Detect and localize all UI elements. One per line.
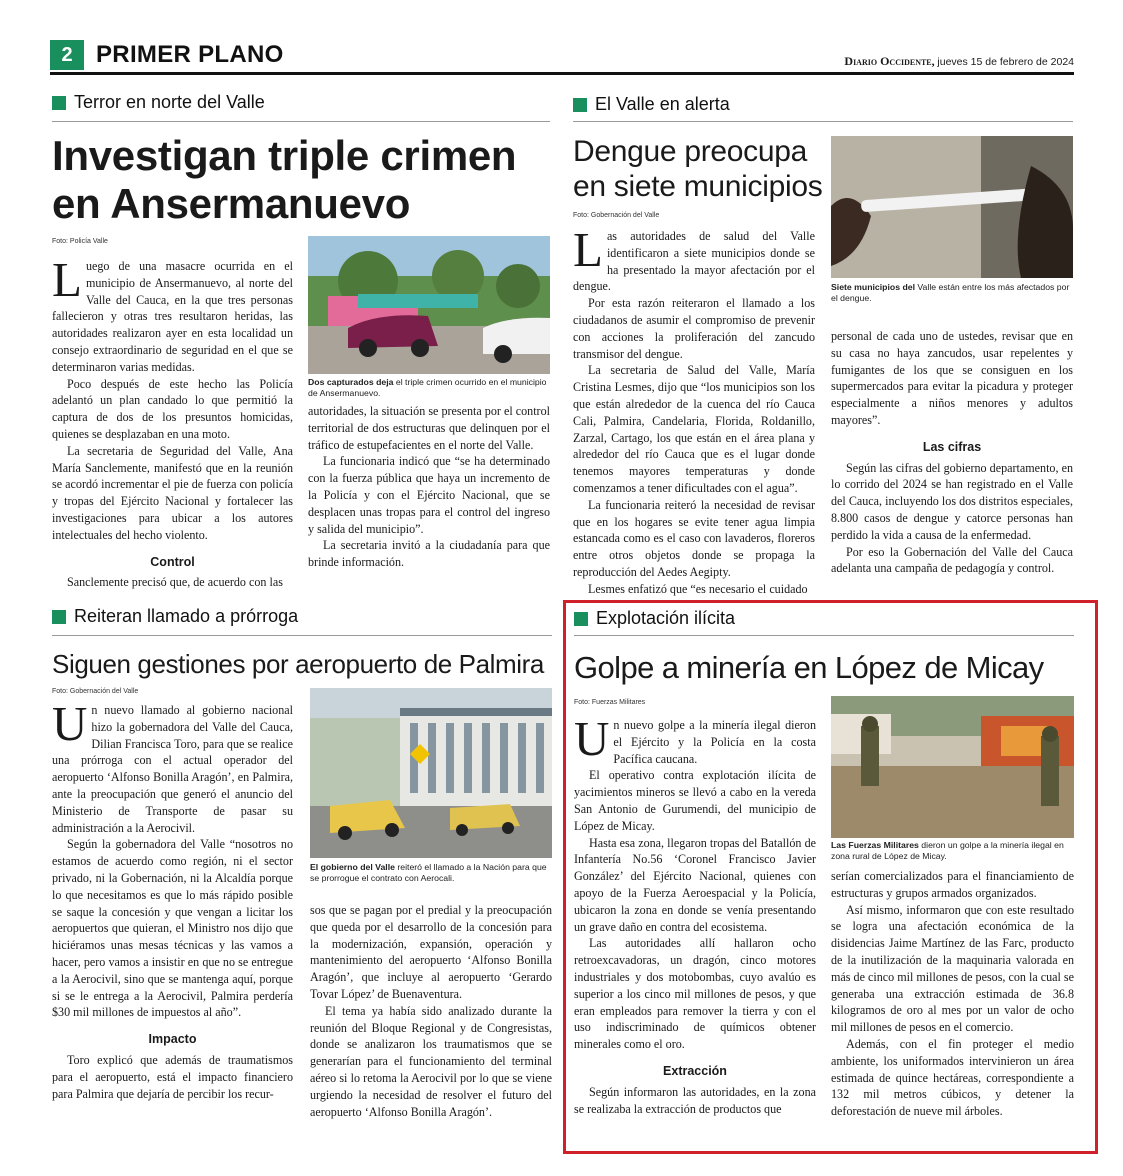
paragraph: n nuevo golpe a la minería ilegal dieron el Ejército y la Policía en la costa Pacífica caucana. bbox=[613, 718, 816, 766]
subhead: Impacto bbox=[148, 1032, 197, 1047]
section-tag-label: Terror en norte del Valle bbox=[74, 92, 265, 112]
photo-dengue bbox=[831, 136, 1073, 278]
paragraph: Así mismo, informaron que con este resultado se logra una afectación económica de la disidencias Jaime Martínez de las Farc, producto de la inutilización de la maquinaria valorada en más de cinco mil millones de pesos, con la cual se generaba una extracción estimada de 36.8 kilogramos de oro al mes por un valor de ocho mil millones de pesos en el comercio. bbox=[831, 902, 1074, 1035]
section-tag bbox=[52, 92, 265, 113]
subhead: Control bbox=[150, 554, 195, 569]
paragraph: serían comercializados para el financiamiento de estructuras y grupos armados organizados. bbox=[831, 869, 1074, 900]
page-number: 2 bbox=[50, 40, 84, 70]
photo-credit: Foto: Gobernación del Valle bbox=[52, 688, 139, 695]
headline: Golpe a minería en López de Micay bbox=[574, 650, 1044, 685]
article-dengue bbox=[573, 90, 1073, 602]
paragraph: Las autoridades allí hallaron ocho retroexcavadoras, un dragón, cinco motores industriales y dos motobombas, cuyo avalúo es superior a los cinco mil millones de pesos, y que eran empleados para remover la tierra y con el uso indiscriminado de químicos obtener minerales como el oro. bbox=[574, 936, 816, 1052]
paragraph: El tema ya había sido analizado durante la reunión del Bloque Regional y de Congresistas, donde se analizaron los traumatismos que se generarían para el funcionamiento del terminal aéreo si lo retoma la Aerocivil por lo que se viene urgiendo la necesidad de resolver el futuro del aeropuerto ‘Alfonso Bonilla Aragón’. bbox=[310, 1003, 552, 1119]
paragraph: as autoridades de salud del Valle identificaron a siete municipios donde se ha presentado la mayor afectación por el dengue. bbox=[573, 229, 815, 294]
paragraph: Poco después de este hecho las Policía adelantó un plan candado lo que permitió la captura de dos de los presuntos homicidas, quienes se desplazaban en una moto. bbox=[52, 376, 293, 441]
section-tag bbox=[52, 606, 298, 627]
article-column-2 bbox=[310, 902, 552, 1120]
paragraph: La secretaria de Salud del Valle, María Cristina Lesmes, dijo que “los municipios son los que están alrededor de la cuenca del río Cauca Cali, Palmira, Candelaria, Florida, Roldanillo, Zarzal, Cartago, los que están en el área plana y alrededor del río Cauca que es el lugar donde tenemos mayores temperaturas y donde comenzamos a tener dificultades con el agua”. bbox=[573, 363, 815, 495]
section-rule bbox=[574, 635, 1074, 636]
headline: Siguen gestiones por aeropuerto de Palmira bbox=[52, 649, 544, 679]
paragraph: Según la gobernadora del Valle “nosotros no estamos de acuerdo como región, ni el sector privado, ni la Gobernación, ni la Alcaldía porque lo que necesitamos es que lo más rápido posible se saque la concesión y que vengan a licitar los aeropuertos que quieran, el Ministro nos dijo que hiciéramos unas mesas técnicas y las vamos a hacer, pero vamos a insistir en que no se entregue a la Aerocivil, sino que se mantenga aquí, porque si se le entrega a la Aerocivil, Palmira perdería $30 mil millones de impuestos al año”. bbox=[52, 837, 293, 1020]
photo-caption bbox=[831, 282, 1073, 304]
photo-credit: Foto: Fuerzas Militares bbox=[574, 699, 646, 706]
paragraph: autoridades, la situación se presenta por el control territorial de dos estructuras que delinquen por el tráfico de estupefacientes en el norte del Valle. bbox=[308, 404, 550, 452]
paper-info bbox=[844, 54, 1074, 69]
headline: Investigan triple crimen en Ansermanuevo bbox=[52, 132, 517, 227]
section-square-icon bbox=[52, 610, 66, 624]
paper-name: Diario Occidente, bbox=[844, 54, 935, 68]
paragraph: n nuevo llamado al gobierno nacional hizo la gobernadora del Valle del Cauca, Dilian Francisca Toro, para que se realice una prórroga con el actual operador del aeropuerto ‘Alfonso Bonilla Aragón’, en Palmira, ante la preocupación que generó el anuncio del Ministerio de Transporte de pasar su administración a la Aerocivil. bbox=[52, 703, 293, 835]
dropcap: L bbox=[52, 252, 82, 307]
photo-caption bbox=[831, 840, 1074, 862]
photo-aeropuerto bbox=[310, 688, 552, 858]
article-aeropuerto bbox=[52, 604, 552, 1134]
paragraph: Según las cifras del gobierno departamento, en lo corrido del 2024 se han registrado en el Valle del Cauca, incluyendo los dos distritos especiales, 8.800 casos de dengue y catorce personas han perdido la vida a causa de la enfermedad. bbox=[831, 460, 1073, 542]
paragraph: La secretaria invitó a la ciudadanía para que brinde información. bbox=[308, 538, 550, 570]
section-square-icon bbox=[52, 96, 66, 110]
section-square-icon bbox=[574, 612, 588, 626]
paragraph: sos que se pagan por el predial y la preocupación que queda por el desarrollo de la concesión para la modernización, expansión, operación y mantenimiento del aeropuerto ‘Alfonso Bonilla Aragón’, que incluye al aeropuerto ‘Gerardo Tovar López’ de Buenaventura. bbox=[310, 903, 552, 1001]
paragraph: uego de una masacre ocurrida en el municipio de Ansermanuevo, al norte del Valle del Cauca, en la que tres personas fallecieron y otras tres resultaron heridas, las autoridades realizaron ayer en esta localidad un consejo extraordinario de seguridad en el que se determinaron varias medidas. bbox=[52, 259, 293, 374]
section-tag bbox=[573, 94, 730, 115]
masthead bbox=[50, 40, 1074, 76]
article-ansermanuevo bbox=[52, 90, 550, 602]
paragraph: Lesmes enfatizó que “es necesario el cuidado bbox=[588, 581, 808, 596]
caption-text: reiteró el llamado a la Nación para que se prorrogue el contrato con Aerocali. bbox=[310, 862, 547, 883]
paragraph: personal de cada uno de ustedes, revisar que en su casa no haya zancudos, usar repelentes y fumigantes de los que se consiguen en los supermercados para evitar la picadura y proteger especialmente a niños menores y adultos mayores”. bbox=[831, 329, 1073, 427]
section-tag bbox=[574, 608, 735, 629]
dropcap: L bbox=[573, 222, 603, 277]
article-column-1 bbox=[52, 696, 293, 1102]
article-column-2 bbox=[831, 328, 1073, 577]
dropcap: U bbox=[574, 711, 610, 766]
photo-credit: Foto: Policía Valle bbox=[52, 238, 108, 245]
paragraph: Toro explicó que además de traumatismos para el aeropuerto, está el impacto financiero para Palmira que dejaría de percibir los recur- bbox=[52, 1052, 293, 1101]
headline: Dengue preocupa en siete municipios bbox=[573, 135, 823, 203]
subhead: Las cifras bbox=[922, 439, 982, 454]
section-tag-label: El Valle en alerta bbox=[595, 94, 730, 114]
section-tag-label: Reiteran llamado a prórroga bbox=[74, 606, 299, 626]
paragraph: Hasta esa zona, llegaron tropas del Batallón de Infantería No.56 ‘Coronel Francisco Javier González’ del Ejército Nacional, quienes con apoyo de la Fuerza Aeroespacial y la Policía, ubicaron la zona en donde se venía presentando un grave daño en contra del ecosistema. bbox=[574, 835, 816, 934]
paragraph: Por esta razón reiteraron el llamado a los ciudadanos de asumir el compromiso de prevenir con acciones la proliferación del zancudo transmisor del dengue. bbox=[573, 296, 815, 361]
section-title: PRIMER PLANO bbox=[96, 41, 284, 68]
article-column-2 bbox=[831, 868, 1074, 1120]
subhead: Extracción bbox=[663, 1063, 727, 1078]
paragraph: La secretaria de Seguridad del Valle, Ana María Sanclemente, manifestó que en la reunión se acordó incrementar el pie de fuerza con policía y tropas del Ejército Nacional y fortalecer las investigaciones para ubicar a los autores intelectuales del hecho violento. bbox=[52, 443, 293, 542]
paragraph: El operativo contra explotación ilícita de yacimientos mineros se llevó a cabo en la vereda San Antonio de Gurumendi, del municipio de López de Micay. bbox=[574, 768, 816, 833]
caption-bold: Dos capturados deja bbox=[308, 377, 394, 387]
photo-credit: Foto: Gobernación del Valle bbox=[573, 212, 660, 219]
section-tag-label: Explotación ilícita bbox=[596, 608, 736, 628]
article-column-1 bbox=[52, 252, 293, 591]
photo-caption bbox=[310, 862, 552, 884]
paragraph: La funcionaria reiteró la necesidad de revisar que en los hogares se evite tener agua limpia estancada como es el caso con lavaderos, floreros entre otros objetos donde se propaga la reproducción del Aedes Aegipty. bbox=[573, 497, 815, 579]
section-rule bbox=[573, 121, 1073, 122]
caption-text: Valle están entre los más afectados por el dengue. bbox=[831, 282, 1070, 303]
section-rule bbox=[52, 121, 550, 122]
caption-bold: Siete municipios del bbox=[831, 282, 915, 292]
issue-date: jueves 15 de febrero de 2024 bbox=[937, 56, 1074, 68]
paragraph: Sanclemente precisó que, de acuerdo con las bbox=[67, 575, 283, 590]
article-column-2 bbox=[308, 403, 550, 571]
masthead-rule bbox=[50, 72, 1074, 75]
caption-bold: Las Fuerzas Militares bbox=[831, 840, 919, 850]
caption-text: dieron un golpe a la minería ilegal en zona rural de López de Micay. bbox=[831, 840, 1064, 861]
paragraph: La funcionaria indicó que “se ha determinado con la fuerza pública que haya un incremento de la Policía y con el Ejército Nacional, que se desplacen unas tropas para el control del ingreso y salida del municipio”. bbox=[308, 454, 550, 536]
caption-bold: El gobierno del Valle bbox=[310, 862, 395, 872]
caption-text: el triple crimen ocurrido en el municipio de Ansermanuevo. bbox=[308, 377, 547, 398]
paragraph: Además, con el fin proteger el medio ambiente, los uniformados intervinieron un área estimada de quince hectáreas, correspondiente a 132 mil metros cúbicos, y detener la deforestación de nueve mil árboles. bbox=[831, 1036, 1074, 1119]
article-column-1 bbox=[574, 711, 816, 1117]
section-square-icon bbox=[573, 98, 587, 112]
paragraph: Por eso la Gobernación del Valle del Cauca adelanta una campaña de pedagogía y control. bbox=[831, 544, 1073, 576]
dropcap: U bbox=[52, 696, 88, 751]
photo-ansermanuevo bbox=[308, 236, 550, 374]
photo-mineria bbox=[831, 696, 1074, 838]
section-rule bbox=[52, 635, 552, 636]
article-column-1 bbox=[573, 222, 815, 598]
article-mineria bbox=[574, 604, 1074, 1144]
paragraph: Según informaron las autoridades, en la zona se realizaba la extracción de productos que bbox=[574, 1084, 816, 1116]
photo-caption bbox=[308, 377, 550, 399]
